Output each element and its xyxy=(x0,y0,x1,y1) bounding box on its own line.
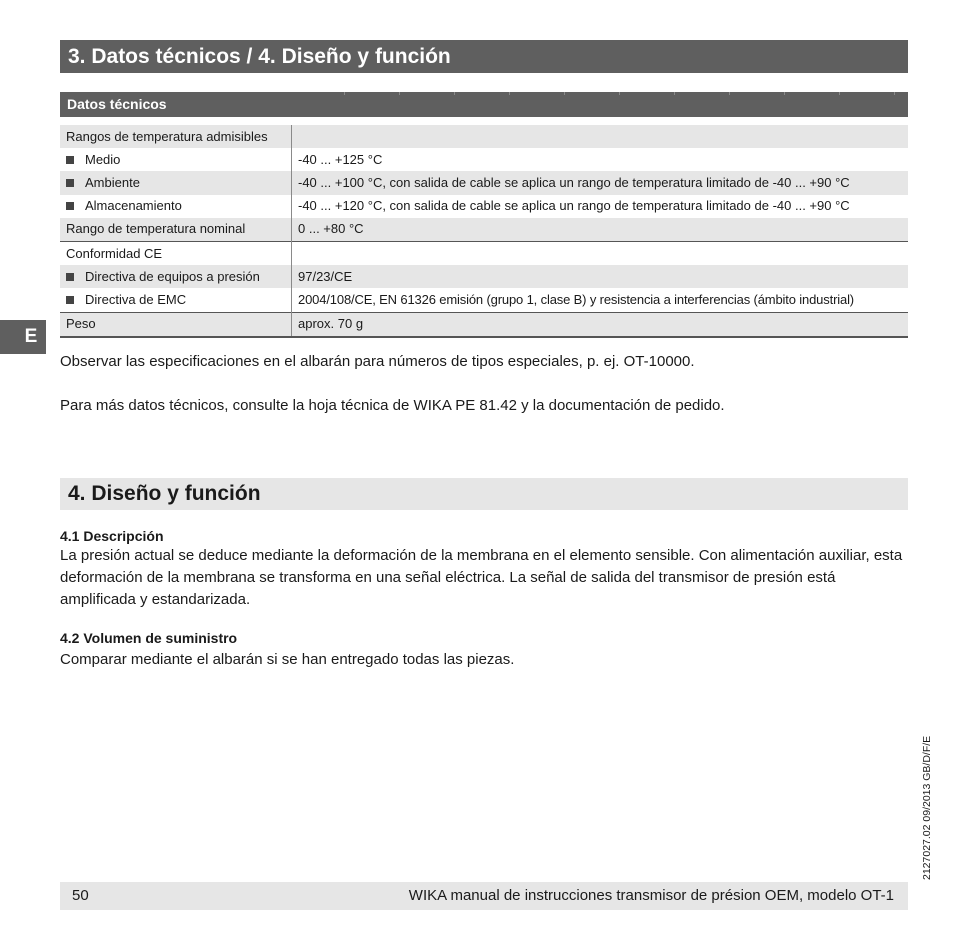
table-row xyxy=(60,312,908,337)
row-label: Rangos de temperatura admisibles xyxy=(60,125,292,148)
subsection-description-text: La presión actual se deduce mediante la deformación de la membrana en el elemento sensible. Con alimentación auxiliar, esta deformación de la membrana se transforma en una señal eléctrica. La señal de salida del transmisor de presión está amplificada y estandarizada. xyxy=(60,547,903,608)
row-label: Directiva de equipos a presión xyxy=(85,268,260,284)
row-value: aprox. 70 g xyxy=(292,312,909,337)
page-number: 50 xyxy=(72,887,89,904)
table-row xyxy=(60,195,908,218)
page-footer xyxy=(60,882,908,910)
subsection-delivery-text: Comparar mediante el albarán si se han entregado todas las piezas. xyxy=(60,651,515,668)
row-value: -40 ... +120 °C, con salida de cable se aplica un rango de temperatura limitado de -40 ... +90 °C xyxy=(298,198,850,214)
row-value xyxy=(292,125,909,148)
row-label: Conformidad CE xyxy=(60,241,292,265)
row-label: Ambiente xyxy=(85,174,140,190)
bullet-icon xyxy=(66,273,74,281)
table-row xyxy=(60,241,908,265)
table-row xyxy=(60,288,908,312)
section-title: 3. Datos técnicos / 4. Diseño y función xyxy=(60,40,908,73)
section-4-title: 4. Diseño y función xyxy=(60,478,908,510)
row-value: 0 ... +80 °C xyxy=(292,218,909,242)
row-label: Peso xyxy=(60,312,292,337)
bullet-icon xyxy=(66,179,74,187)
row-label: Almacenamiento xyxy=(85,198,182,214)
note-datasheet: Para más datos técnicos, consulte la hoja técnica de WIKA PE 81.42 y la documentación de pedido. xyxy=(60,397,725,414)
note-special-types: Observar las especificaciones en el albarán para números de tipos especiales, p. ej. OT-10000. xyxy=(60,353,695,370)
footer-text: WIKA manual de instrucciones transmisor de présion OEM, modelo OT-1 xyxy=(408,887,894,904)
table-row xyxy=(60,171,908,194)
table-heading xyxy=(60,92,908,117)
language-tab: E xyxy=(0,320,46,354)
row-value: 2004/108/CE, EN 61326 emisión (grupo 1, clase B) y resistencia a interferencias (ámbito industrial) xyxy=(298,291,854,307)
row-value: 97/23/CE xyxy=(292,265,909,288)
row-value: -40 ... +100 °C, con salida de cable se aplica un rango de temperatura limitado de -40 ... +90 °C xyxy=(292,171,909,194)
heading-decoration xyxy=(290,92,908,95)
specs-table xyxy=(60,125,908,338)
table-row xyxy=(60,148,908,171)
row-value: -40 ... +125 °C xyxy=(298,151,383,167)
table-row xyxy=(60,125,908,148)
bullet-icon xyxy=(66,202,74,210)
table-heading-label: Datos técnicos xyxy=(67,96,167,112)
subsection-delivery-title: 4.2 Volumen de suministro xyxy=(60,630,238,646)
subsection-description-title: 4.1 Descripción xyxy=(60,528,164,544)
table-row xyxy=(60,265,908,288)
row-label: Rango de temperatura nominal xyxy=(60,218,292,242)
row-label: Directiva de EMC xyxy=(85,291,187,307)
row-value xyxy=(292,241,909,265)
table-row xyxy=(60,218,908,242)
document-number: 2127027.02 09/2013 GB/D/F/E xyxy=(921,735,933,880)
row-label: Medio xyxy=(85,151,121,167)
bullet-icon xyxy=(66,296,74,304)
bullet-icon xyxy=(66,156,74,164)
